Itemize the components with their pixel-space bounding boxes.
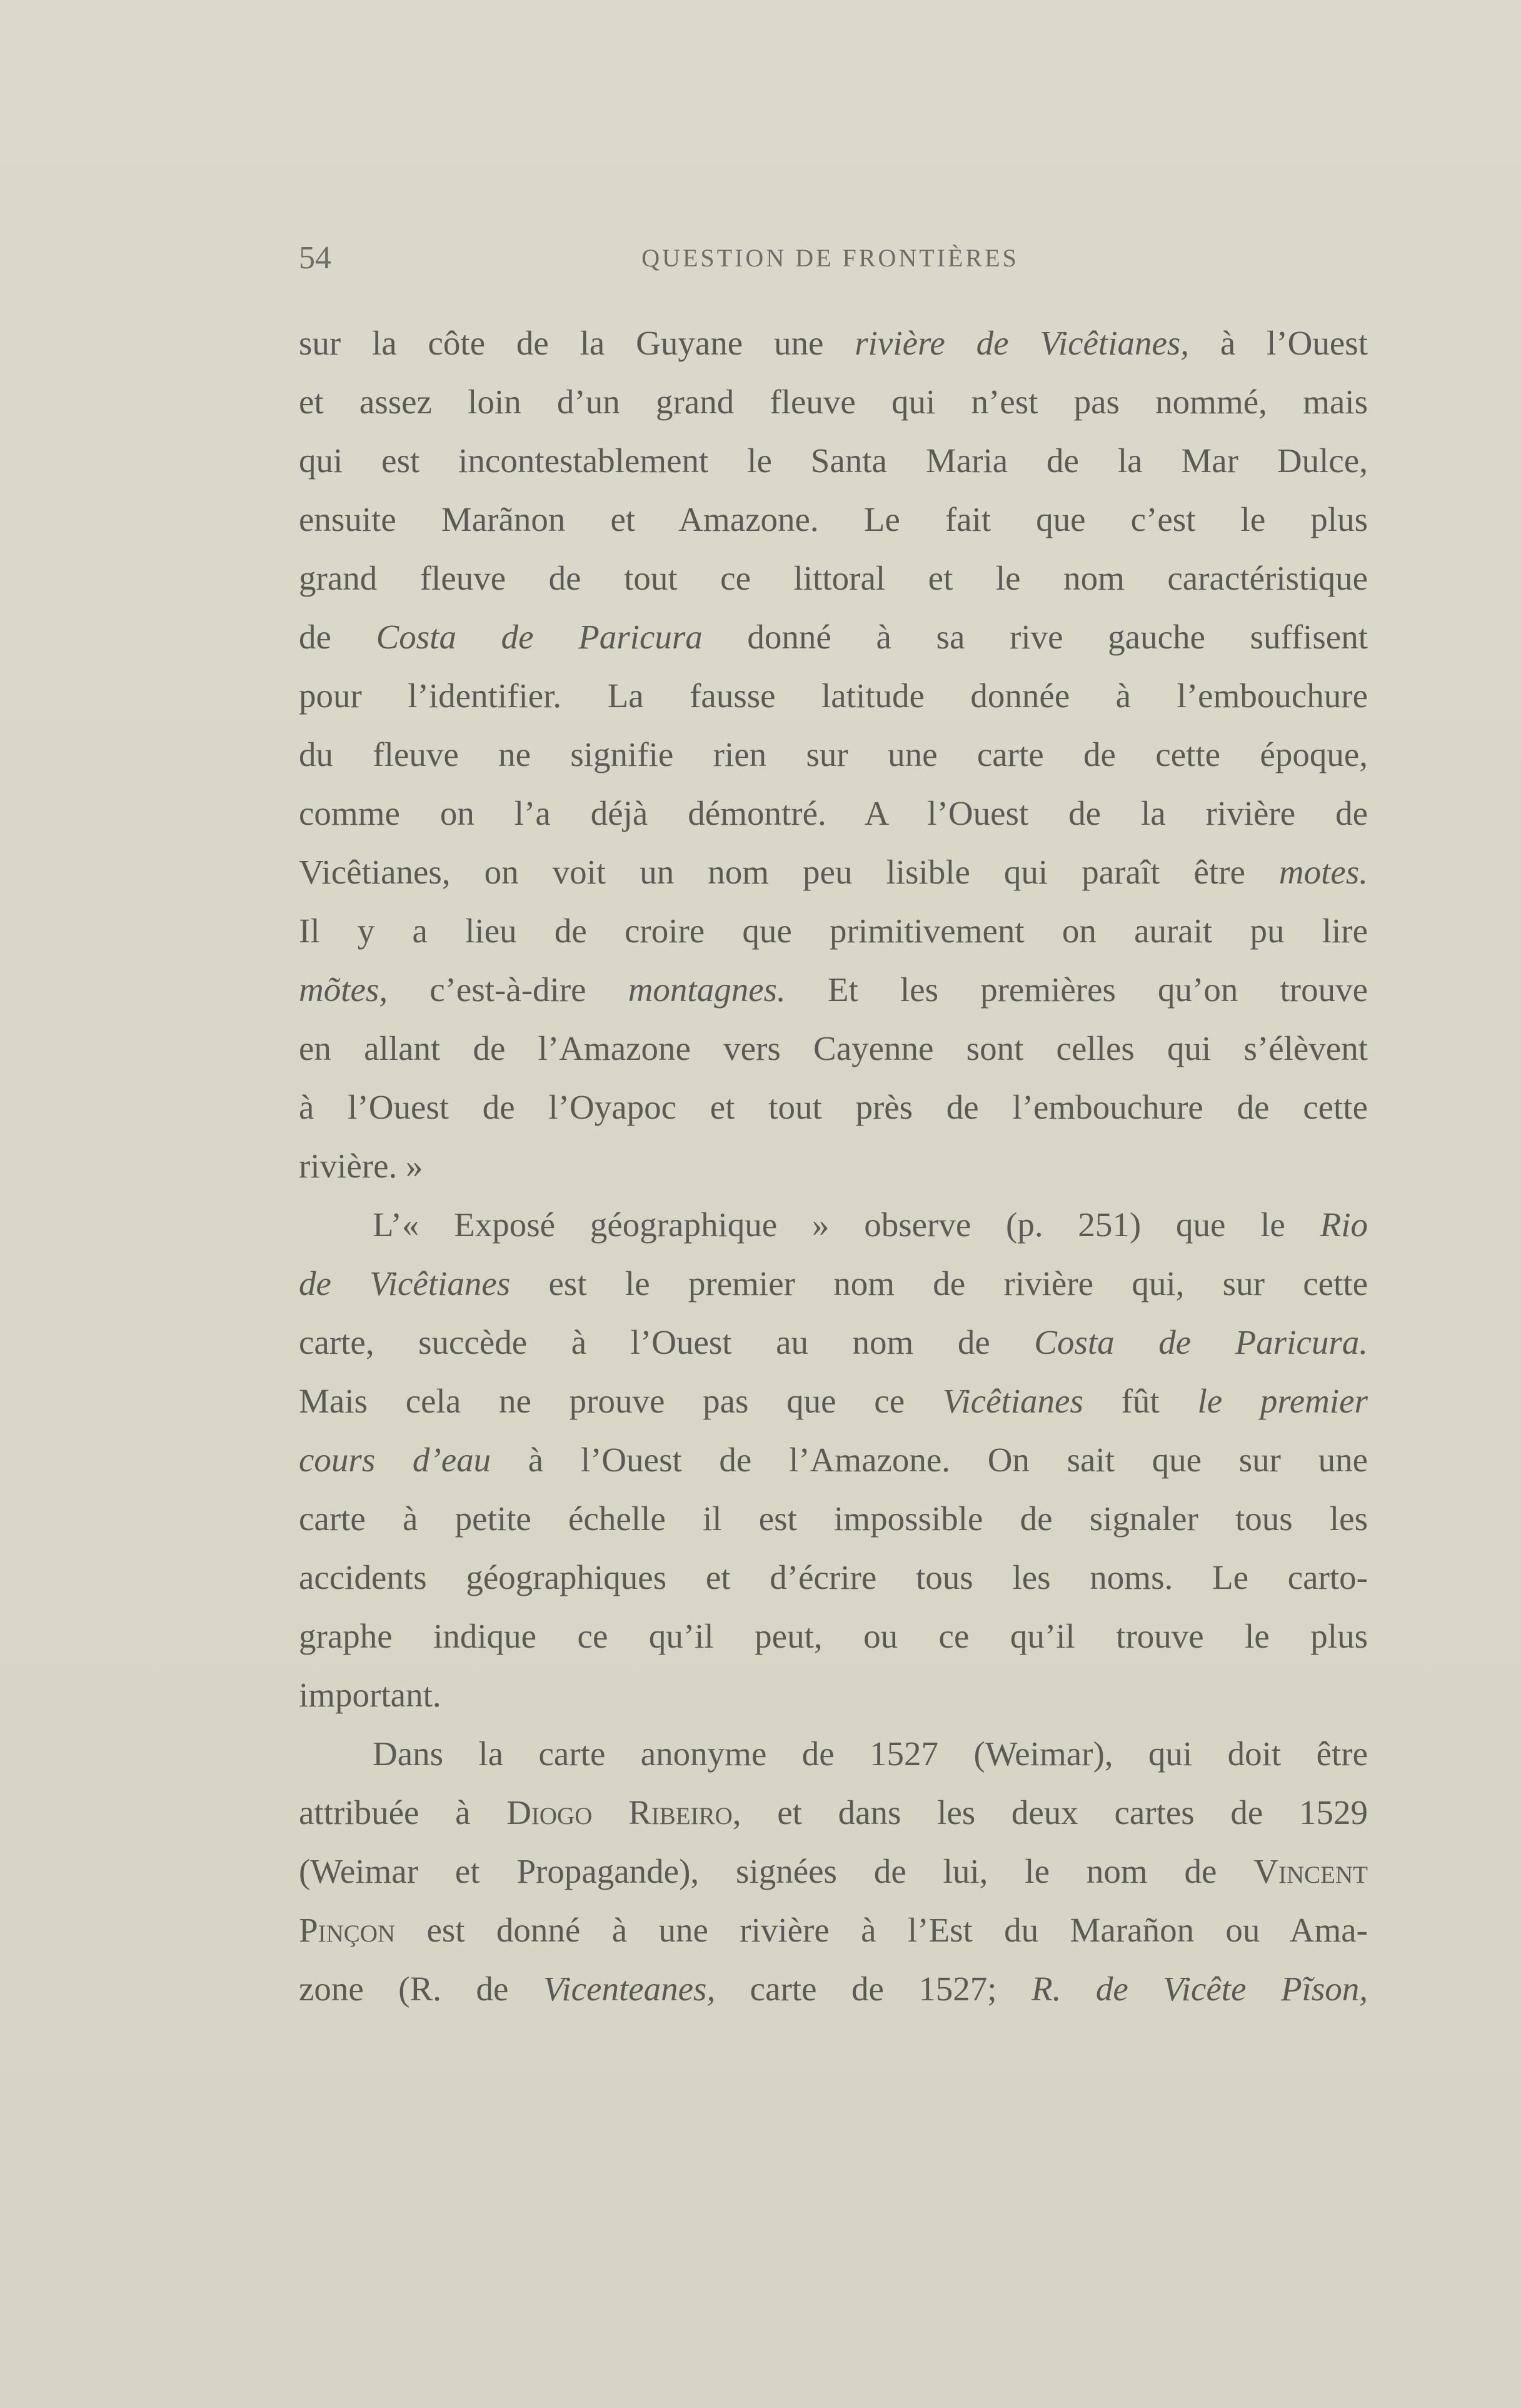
text-run: accidents géographiques et d’écrire tous les noms. Le carto- — [299, 1558, 1368, 1596]
text-run: à l’Ouest de l’Amazone. On sait que sur une — [491, 1441, 1368, 1479]
italic-text: de Vicêtianes — [299, 1264, 511, 1302]
text-line — [299, 1960, 1368, 2018]
text-run: Dans la carte anonyme de 1527 (Weimar), qui doit être — [373, 1735, 1368, 1773]
text-run: , et dans les deux cartes de 1529 — [732, 1793, 1368, 1831]
text-run: à l’Ouest de l’Oyapoc et tout près de l’embouchure de cette — [299, 1088, 1368, 1126]
text-line — [299, 667, 1368, 725]
text-line — [299, 1842, 1368, 1901]
text-line — [299, 373, 1368, 431]
text-line — [299, 1489, 1368, 1548]
text-line — [299, 1196, 1368, 1254]
text-run: comme on l’a déjà démontré. A l’Ouest de la rivière de — [299, 794, 1368, 832]
text-line — [299, 1137, 1368, 1196]
text-run: sur la côte de la Guyane une — [299, 324, 855, 362]
italic-text: cours d’eau — [299, 1441, 491, 1479]
text-run: du fleuve ne signifie rien sur une carte de cette époque, — [299, 735, 1368, 773]
text-line — [299, 1666, 1368, 1725]
italic-text: Vicêtianes — [942, 1382, 1083, 1420]
text-run: et assez loin d’un grand fleuve qui n’est pas nommé, mais — [299, 383, 1368, 421]
text-run: en allant de l’Amazone vers Cayenne sont celles qui s’élèvent — [299, 1029, 1368, 1067]
italic-text: motes. — [1278, 853, 1368, 891]
text-run: carte à petite échelle il est impossible de signaler tous les — [299, 1499, 1368, 1538]
text-run: ensuite Marãnon et Amazone. Le fait que c’est le plus — [299, 500, 1368, 538]
text-run: grand fleuve de tout ce littoral et le nom caractéristique — [299, 559, 1368, 597]
text-line — [299, 902, 1368, 960]
text-line — [299, 1901, 1368, 1960]
text-line — [299, 1607, 1368, 1666]
text-run: est le premier nom de rivière qui, sur cette — [510, 1264, 1368, 1302]
text-run: L’« Exposé géographique » observe (p. 251) que le — [373, 1206, 1320, 1244]
text-line — [299, 843, 1368, 902]
text-run: graphe indique ce qu’il peut, ou ce qu’il trouve le plus — [299, 1617, 1368, 1655]
text-line — [299, 1254, 1368, 1313]
running-title: QUESTION DE FRONTIÈRES — [641, 244, 1019, 272]
text-run: carte de 1527; — [715, 1970, 1032, 2008]
text-line — [299, 1431, 1368, 1489]
text-line — [299, 1019, 1368, 1078]
text-line — [299, 431, 1368, 490]
text-run: rivière. » — [299, 1147, 423, 1185]
text-run: (Weimar et Propagande), signées de lui, le nom de — [299, 1852, 1254, 1890]
italic-text: R. de Vicête Pĩson, — [1032, 1970, 1368, 2008]
text-line — [299, 725, 1368, 784]
page-number: 54 — [299, 240, 331, 276]
text-run: zone (R. de — [299, 1970, 543, 2008]
text-run: pour l’identifier. La fausse latitude donnée à l’embouchure — [299, 677, 1368, 715]
text-line — [299, 1725, 1368, 1783]
text-run: fût — [1083, 1382, 1198, 1420]
italic-text: montagnes. — [628, 970, 786, 1009]
text-run: à l’Ouest — [1189, 324, 1368, 362]
italic-text: rivière de Vicêtianes, — [855, 324, 1190, 362]
text-line — [299, 1372, 1368, 1431]
text-line — [299, 1313, 1368, 1372]
text-line — [299, 1783, 1368, 1842]
text-line — [299, 1078, 1368, 1137]
running-head — [299, 236, 1362, 280]
text-line — [299, 960, 1368, 1019]
body-text — [299, 314, 1368, 2018]
italic-text: Costa de Paricura. — [1034, 1323, 1368, 1361]
text-line — [299, 1548, 1368, 1607]
italic-text: Rio — [1320, 1206, 1368, 1244]
text-line — [299, 314, 1368, 373]
text-run: qui est incontestablement le Santa Maria de la Mar Dulce, — [299, 441, 1368, 480]
small-caps-name: Pinçon — [299, 1911, 396, 1949]
text-line — [299, 549, 1368, 608]
italic-text: Costa de Paricura — [376, 618, 703, 656]
text-run: Il y a lieu de croire que primitivement on aurait pu lire — [299, 912, 1368, 950]
italic-text: le premier — [1197, 1382, 1368, 1420]
text-run: donné à sa rive gauche suffisent — [702, 618, 1368, 656]
text-run: de — [299, 618, 376, 656]
text-run: Et les premières qu’on trouve — [785, 970, 1368, 1009]
text-line — [299, 784, 1368, 843]
text-run: carte, succède à l’Ouest au nom de — [299, 1323, 1035, 1361]
small-caps-name: Diogo Ribeiro — [506, 1793, 733, 1831]
text-run: Mais cela ne prouve pas que ce — [299, 1382, 943, 1420]
text-line — [299, 490, 1368, 549]
text-run: important. — [299, 1676, 441, 1714]
text-run: attribuée à — [299, 1793, 507, 1831]
text-run: est donné à une rivière à l’Est du Marañon ou Ama- — [395, 1911, 1368, 1949]
text-run: Vicêtianes, on voit un nom peu lisible qui paraît être — [299, 853, 1279, 891]
small-caps-name: Vincent — [1253, 1852, 1368, 1890]
italic-text: Vicenteanes, — [543, 1970, 716, 2008]
text-line — [299, 608, 1368, 667]
italic-text: mõtes, — [299, 970, 388, 1009]
text-run: c’est-à-dire — [388, 970, 628, 1009]
